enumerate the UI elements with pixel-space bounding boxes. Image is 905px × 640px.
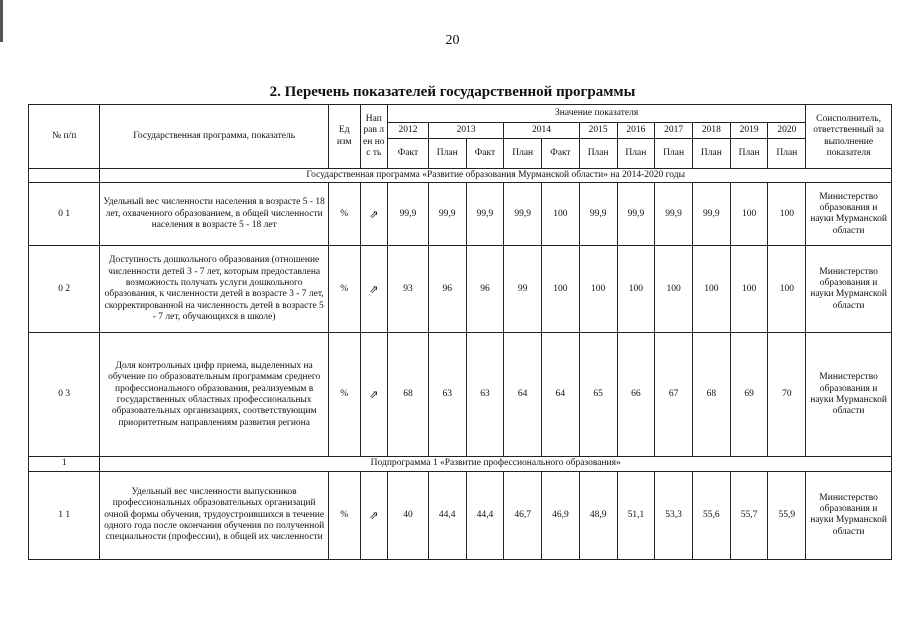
value-cell: 63 bbox=[466, 333, 504, 457]
header-subcol-9: План bbox=[730, 139, 768, 169]
value-cell: 96 bbox=[428, 246, 466, 333]
header-name: Государственная программа, показатель bbox=[100, 105, 329, 169]
header-direction: Нап рав лен нос ть bbox=[360, 105, 388, 169]
value-cell: 44,4 bbox=[466, 471, 504, 559]
table-row bbox=[29, 246, 892, 333]
value-cell: 100 bbox=[768, 246, 806, 333]
value-cell: 44,4 bbox=[428, 471, 466, 559]
value-cell: 55,7 bbox=[730, 471, 768, 559]
value-cell: 48,9 bbox=[579, 471, 617, 559]
header-subcol-3: План bbox=[504, 139, 542, 169]
value-cell: 96 bbox=[466, 246, 504, 333]
unit-cell: % bbox=[328, 246, 360, 333]
header-year-8: 2020 bbox=[768, 123, 806, 139]
direction-arrow-icon: ⇗ bbox=[360, 246, 388, 333]
row-num: 0 3 bbox=[29, 333, 100, 457]
subprogram-row bbox=[29, 457, 892, 471]
header-subcol-2: Факт bbox=[466, 139, 504, 169]
value-cell: 99,9 bbox=[466, 183, 504, 246]
indicators-table bbox=[28, 104, 892, 560]
value-cell: 100 bbox=[542, 183, 580, 246]
header-subcol-0: Факт bbox=[388, 139, 429, 169]
header-year-5: 2017 bbox=[655, 123, 693, 139]
executor-cell: Министерство образования и науки Мурманской области bbox=[806, 471, 892, 559]
value-cell: 99,9 bbox=[617, 183, 655, 246]
header-subcol-6: План bbox=[617, 139, 655, 169]
value-cell: 63 bbox=[428, 333, 466, 457]
value-cell: 64 bbox=[504, 333, 542, 457]
value-cell: 100 bbox=[730, 246, 768, 333]
header-year-1: 2013 bbox=[428, 123, 503, 139]
direction-arrow-icon: ⇗ bbox=[360, 333, 388, 457]
executor-cell: Министерство образования и науки Мурманской области bbox=[806, 246, 892, 333]
header-num: № п/п bbox=[29, 105, 100, 169]
page-number: 20 bbox=[445, 33, 460, 48]
row-num: 1 1 bbox=[29, 471, 100, 559]
header-subcol-1: План bbox=[428, 139, 466, 169]
value-cell: 93 bbox=[388, 246, 429, 333]
header-year-2: 2014 bbox=[504, 123, 579, 139]
value-cell: 100 bbox=[617, 246, 655, 333]
value-cell: 53,3 bbox=[655, 471, 693, 559]
value-cell: 64 bbox=[542, 333, 580, 457]
unit-cell: % bbox=[328, 333, 360, 457]
indicator-name: Удельный вес численности выпускников профессиональных образовательных организаций очной формы обучения, трудоустроившихся в течение одного года после окончания обучения по полученной специальности (профессии), в общей их численности bbox=[100, 471, 329, 559]
value-cell: 55,9 bbox=[768, 471, 806, 559]
unit-cell: % bbox=[328, 183, 360, 246]
table-row bbox=[29, 333, 892, 457]
direction-arrow-icon: ⇗ bbox=[360, 183, 388, 246]
header-executor: Соисполнитель, ответственный за выполнение показателя bbox=[806, 105, 892, 169]
value-cell: 67 bbox=[655, 333, 693, 457]
value-cell: 99,9 bbox=[655, 183, 693, 246]
unit-cell: % bbox=[328, 471, 360, 559]
header-year-4: 2016 bbox=[617, 123, 655, 139]
value-cell: 55,6 bbox=[692, 471, 730, 559]
program-label: Государственная программа «Развитие образования Мурманской области» на 2014-2020 годы bbox=[100, 169, 892, 183]
header-subcol-7: План bbox=[655, 139, 693, 169]
header-year-7: 2019 bbox=[730, 123, 768, 139]
direction-arrow-icon: ⇗ bbox=[360, 471, 388, 559]
indicator-name: Доступность дошкольного образования (отношение численности детей 3 - 7 лет, которым предоставлена возможность получать услуги дошкольного образования, к численности детей в возрасте 3 - 7 лет, скорректированной на численность детей в возрасте 5 - 7 лет, обучающихся в школе) bbox=[100, 246, 329, 333]
value-cell: 100 bbox=[768, 183, 806, 246]
value-cell: 99 bbox=[504, 246, 542, 333]
row-num: 0 1 bbox=[29, 183, 100, 246]
value-cell: 100 bbox=[692, 246, 730, 333]
value-cell: 46,9 bbox=[542, 471, 580, 559]
header-year-3: 2015 bbox=[579, 123, 617, 139]
subprogram-label: Подпрограмма 1 «Развитие профессионального образования» bbox=[100, 457, 892, 471]
value-cell: 100 bbox=[542, 246, 580, 333]
value-cell: 99,9 bbox=[504, 183, 542, 246]
value-cell: 99,9 bbox=[579, 183, 617, 246]
value-cell: 40 bbox=[388, 471, 429, 559]
header-subcol-4: Факт bbox=[542, 139, 580, 169]
indicator-name: Доля контрольных цифр приема, выделенных на обучение по образовательным программам среднего профессионального образования, реализуемым в государственных областных профессиональных образовательных организациях, соответствующим приоритетным направлениям развития региона bbox=[100, 333, 329, 457]
value-cell: 100 bbox=[579, 246, 617, 333]
value-cell: 66 bbox=[617, 333, 655, 457]
header-subcol-8: План bbox=[692, 139, 730, 169]
value-cell: 99,9 bbox=[428, 183, 466, 246]
value-cell: 65 bbox=[579, 333, 617, 457]
value-cell: 69 bbox=[730, 333, 768, 457]
header-row-1 bbox=[29, 105, 892, 123]
value-cell: 99,9 bbox=[692, 183, 730, 246]
page-title: 2. Перечень показателей государственной программы bbox=[269, 84, 636, 100]
table-row bbox=[29, 183, 892, 246]
value-cell: 100 bbox=[655, 246, 693, 333]
table-row bbox=[29, 471, 892, 559]
header-values-group: Значение показателя bbox=[388, 105, 806, 123]
subprogram-num: 1 bbox=[29, 457, 100, 471]
value-cell: 68 bbox=[388, 333, 429, 457]
value-cell: 46,7 bbox=[504, 471, 542, 559]
header-subcol-10: План bbox=[768, 139, 806, 169]
header-year-0: 2012 bbox=[388, 123, 429, 139]
value-cell: 51,1 bbox=[617, 471, 655, 559]
row-num: 0 2 bbox=[29, 246, 100, 333]
value-cell: 68 bbox=[692, 333, 730, 457]
value-cell: 70 bbox=[768, 333, 806, 457]
value-cell: 100 bbox=[730, 183, 768, 246]
value-cell: 99,9 bbox=[388, 183, 429, 246]
indicator-name: Удельный вес численности населения в возрасте 5 - 18 лет, охваченного образованием, в общей численности населения в возрасте 5 - 18 лет bbox=[100, 183, 329, 246]
header-subcol-5: План bbox=[579, 139, 617, 169]
header-year-6: 2018 bbox=[692, 123, 730, 139]
executor-cell: Министерство образования и науки Мурманской области bbox=[806, 333, 892, 457]
executor-cell: Министерство образования и науки Мурманской области bbox=[806, 183, 892, 246]
header-unit: Ед изм bbox=[328, 105, 360, 169]
program-row bbox=[29, 169, 892, 183]
